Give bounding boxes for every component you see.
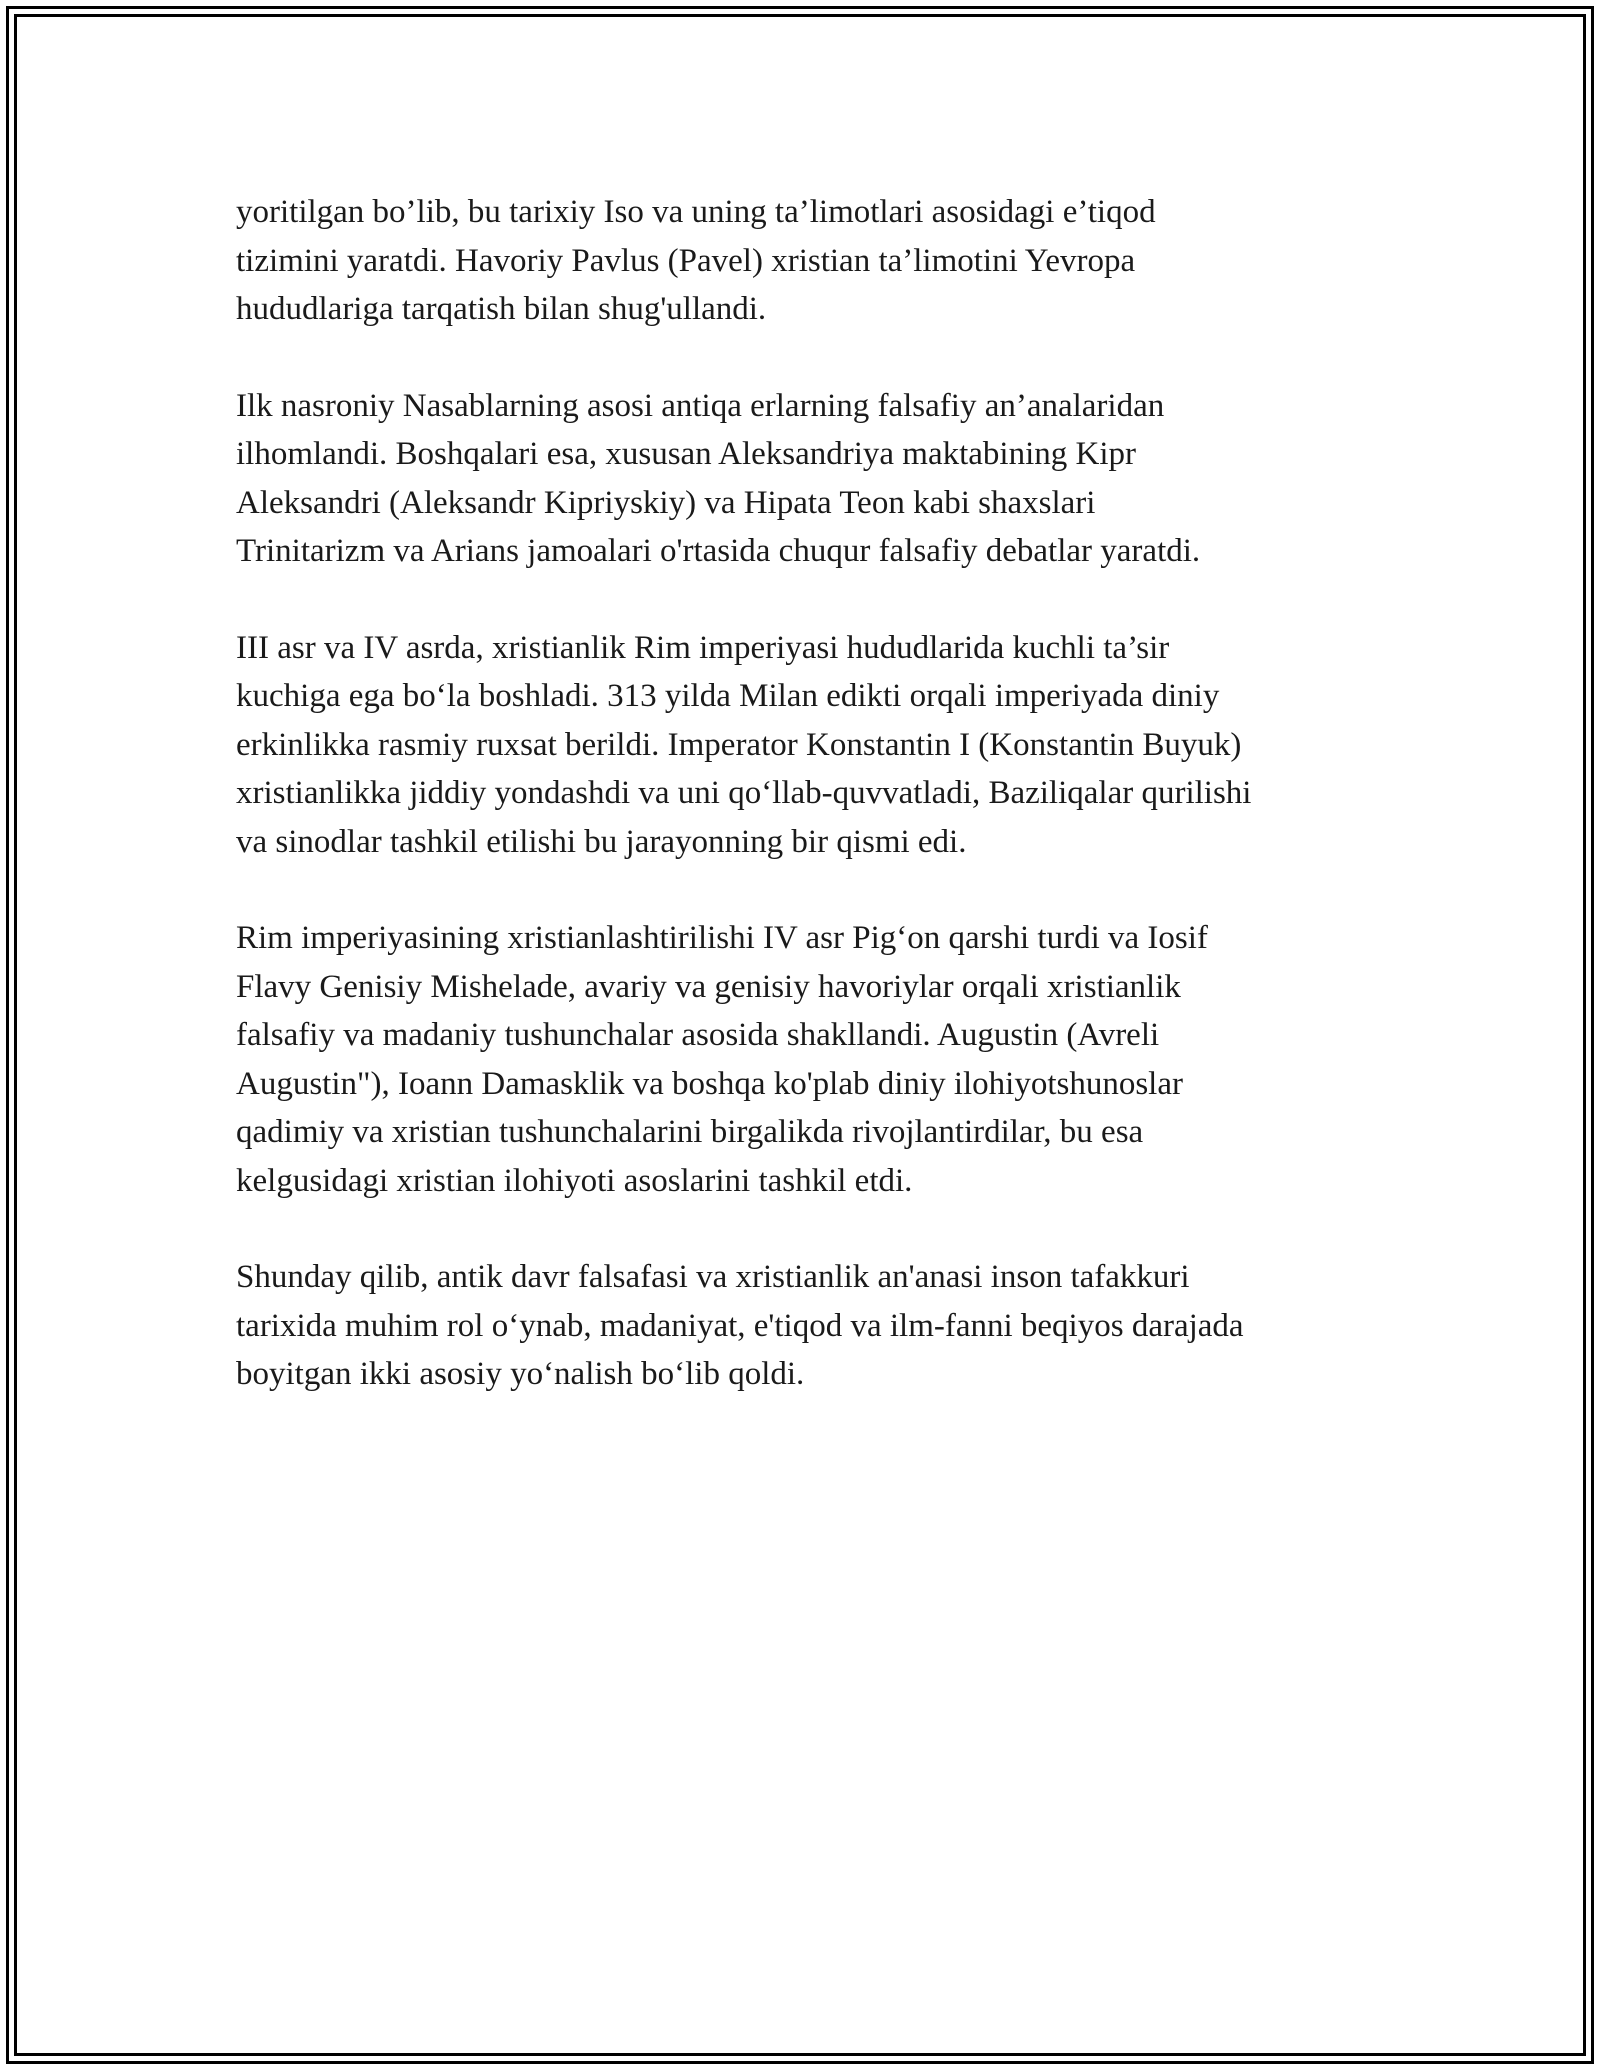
text-line: Augustin"), Ioann Damasklik va boshqa ko'plab diniy ilohiyotshunoslar <box>236 1065 1183 1102</box>
text-line: tizimini yaratdi. Havoriy Pavlus (Pavel) xristian ta’limotini Yevropa <box>236 242 1136 279</box>
text-line: Trinitarizm va Arians jamoalari o'rtasida chuqur falsafiy debatlar yaratdi. <box>236 533 1201 569</box>
text-line: hududlariga tarqatish bilan shug'ullandi. <box>236 291 767 327</box>
text-line: Ilk nasroniy Nasablarning asosi antiqa erlarning falsafiy an’analaridan <box>236 387 1165 424</box>
paragraph-3 <box>236 624 1376 867</box>
text-line: Flavy Genisiy Mishelade, avariy va genisiy havoriylar orqali xristianlik <box>236 968 1181 1005</box>
text-line: xristianlikka jiddiy yondashdi va uni qo‘llab-quvvatladi, Baziliqalar qurilishi <box>236 775 1252 811</box>
text-line: kelgusidagi xristian ilohiyoti asoslarini tashkil etdi. <box>236 1162 913 1199</box>
document-body <box>236 188 1376 1447</box>
text-line: va sinodlar tashkil etilishi bu jarayonning bir qismi edi. <box>236 823 967 860</box>
paragraph-1 <box>236 188 1376 334</box>
paragraph-4 <box>236 914 1376 1205</box>
text-line: Rim imperiyasining xristianlashtirilishi IV asr Pig‘on qarshi turdi va Iosif <box>236 920 1208 956</box>
text-line: Shunday qilib, antik davr falsafasi va xristianlik an'anasi inson tafakkuri <box>236 1259 1190 1295</box>
text-line: kuchiga ega bo‘la boshladi. 313 yilda Milan edikti orqali imperiyada diniy <box>236 678 1220 714</box>
text-line: boyitgan ikki asosiy yo‘nalish bo‘lib qoldi. <box>236 1356 805 1392</box>
text-line: falsafiy va madaniy tushunchalar asosida shakllandi. Augustin (Avreli <box>236 1017 1160 1053</box>
text-line: tarixida muhim rol o‘ynab, madaniyat, e'tiqod va ilm-fanni beqiyos darajada <box>236 1307 1244 1344</box>
paragraph-2 <box>236 382 1376 576</box>
text-line: qadimiy va xristian tushunchalarini birgalikda rivojlantirdilar, bu esa <box>236 1114 1144 1150</box>
text-line: Aleksandri (Aleksandr Kipriyskiy) va Hipata Teon kabi shaxslari <box>236 484 1096 521</box>
text-line: yoritilgan bo’lib, bu tarixiy Iso va uning ta’limotlari asosidagi e’tiqod <box>236 194 1156 230</box>
text-line: III asr va IV asrda, xristianlik Rim imperiyasi hududlarida kuchli ta’sir <box>236 629 1170 666</box>
text-line: erkinlikka rasmiy ruxsat berildi. Imperator Konstantin I (Konstantin Buyuk) <box>236 726 1242 763</box>
paragraph-5 <box>236 1253 1376 1399</box>
text-line: ilhomlandi. Boshqalari esa, xususan Aleksandriya maktabining Kipr <box>236 436 1137 472</box>
